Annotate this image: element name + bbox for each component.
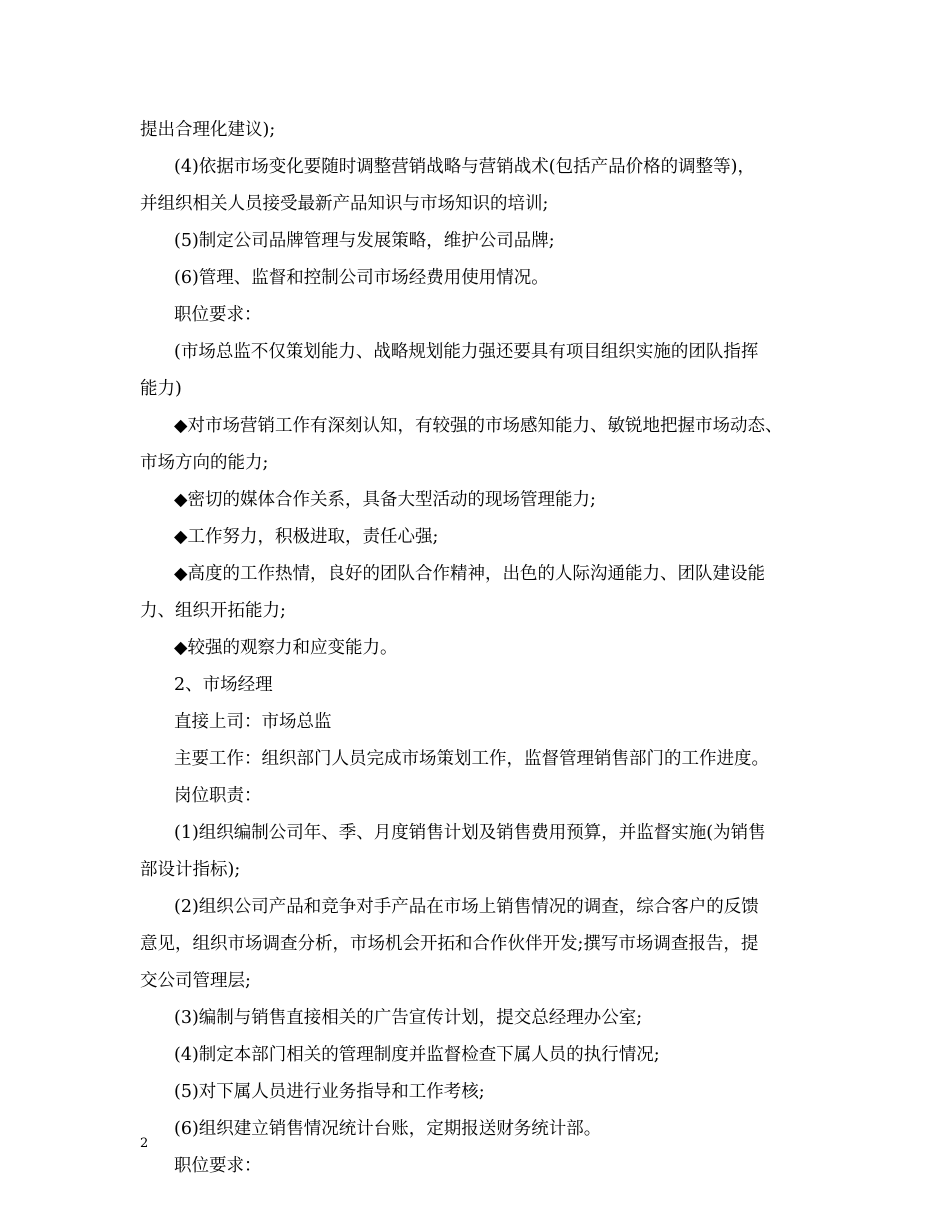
text-line: 市场方向的能力;: [140, 453, 269, 473]
text-line: 并组织相关人员接受最新产品知识与市场知识的培训;: [140, 194, 549, 214]
text-line: (6)管理、监督和控制公司市场经费用使用情况。: [174, 268, 549, 288]
text-line: (4)制定本部门相关的管理制度并监督检查下属人员的执行情况;: [174, 1045, 660, 1065]
text-line: 直接上司：市场总监: [174, 712, 332, 732]
text-line: 交公司管理层;: [140, 971, 251, 991]
text-line: (市场总监不仅策划能力、战略规划能力强还要具有项目组织实施的团队指挥: [174, 342, 759, 362]
text-line: 岗位职责：: [174, 786, 262, 806]
page-number: 2: [140, 1136, 149, 1151]
text-line: 能力): [140, 379, 182, 399]
text-line: 职位要求：: [174, 1156, 262, 1176]
text-line: ◆工作努力，积极进取，责任心强;: [174, 527, 439, 547]
text-line: ◆高度的工作热情，良好的团队合作精神，出色的人际沟通能力、团队建设能: [174, 564, 765, 584]
text-line: 2、市场经理: [174, 675, 273, 695]
text-line: 部设计指标);: [140, 860, 241, 880]
text-line: (6)组织建立销售情况统计台账，定期报送财务统计部。: [174, 1119, 602, 1139]
text-line: 主要工作：组织部门人员完成市场策划工作，监督管理销售部门的工作进度。: [174, 749, 769, 769]
text-line: (2)组织公司产品和竞争对手产品在市场上销售情况的调查，综合客户的反馈: [174, 897, 759, 917]
document-body: [140, 112, 820, 1185]
text-line: 意见，组织市场调查分析，市场机会开拓和合作伙伴开发;撰写市场调查报告，提: [140, 934, 759, 954]
text-line: 提出合理化建议);: [140, 120, 276, 140]
text-line: 力、组织开拓能力;: [140, 601, 286, 621]
text-line: (5)对下属人员进行业务指导和工作考核;: [174, 1082, 485, 1102]
text-line: (4)依据市场变化要随时调整营销战略与营销战术(包括产品价格的调整等)，: [174, 157, 755, 177]
text-line: ◆密切的媒体合作关系，具备大型活动的现场管理能力;: [174, 490, 596, 510]
text-line: (3)编制与销售直接相关的广告宣传计划，提交总经理办公室;: [174, 1008, 643, 1028]
text-line: ◆对市场营销工作有深刻认知，有较强的市场感知能力、敏锐地把握市场动态、: [174, 416, 783, 436]
text-line: ◆较强的观察力和应变能力。: [174, 638, 398, 658]
text-line: (5)制定公司品牌管理与发展策略，维护公司品牌;: [174, 231, 555, 251]
text-line: (1)组织编制公司年、季、月度销售计划及销售费用预算，并监督实施(为销售: [174, 823, 766, 843]
text-line: 职位要求：: [174, 305, 262, 325]
